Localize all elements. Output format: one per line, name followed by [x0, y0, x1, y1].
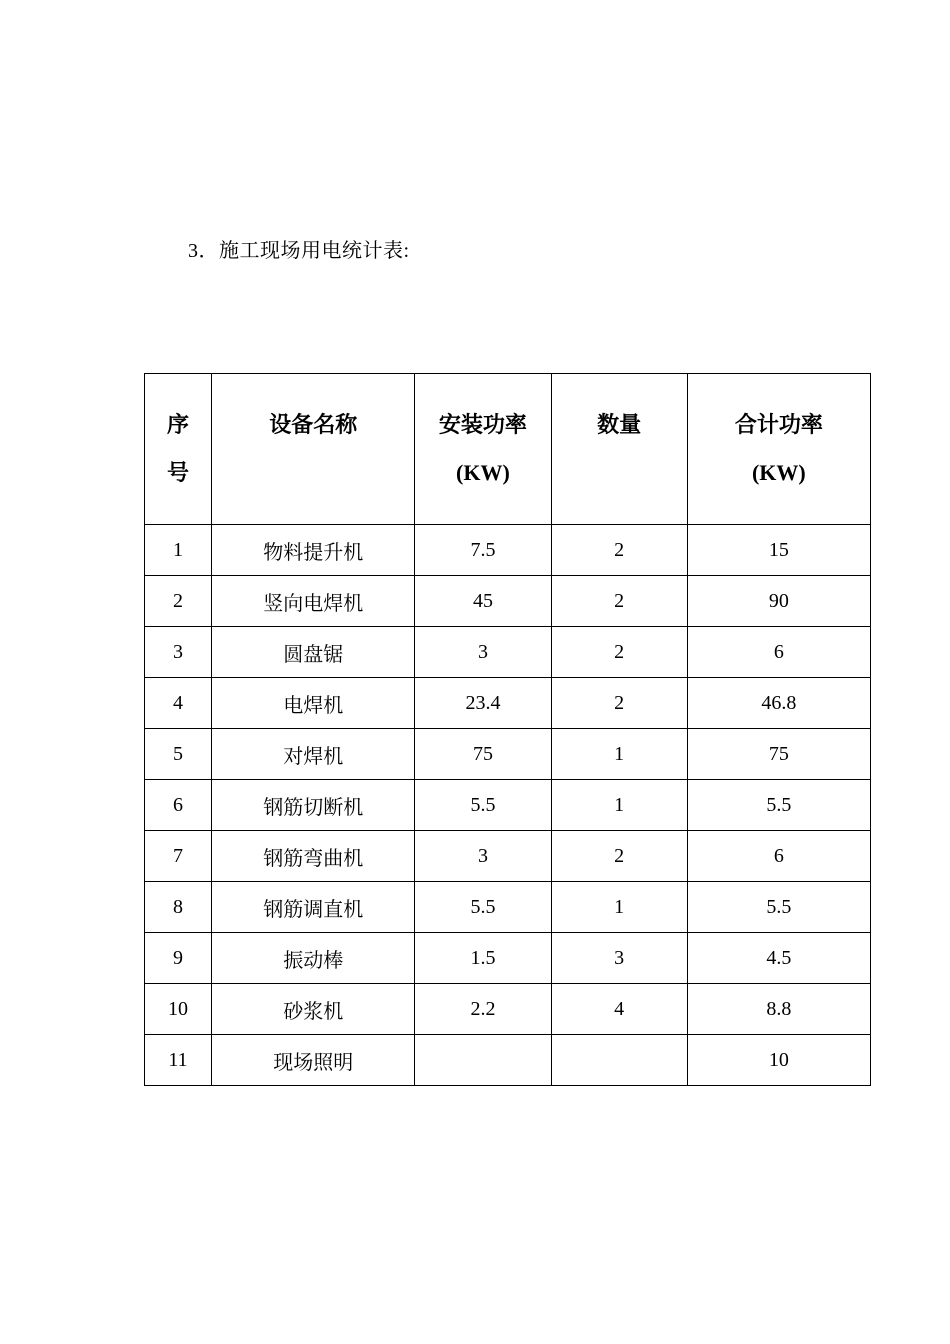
- cell-qty: 1: [551, 729, 687, 780]
- table-row: [145, 678, 871, 729]
- table-row: [145, 1035, 871, 1086]
- cell-seq: 6: [145, 780, 212, 831]
- cell-qty: [551, 1035, 687, 1086]
- header-seq-line1: 序: [167, 412, 190, 437]
- cell-name: 钢筋调直机: [212, 882, 415, 933]
- cell-total: 10: [687, 1035, 870, 1086]
- header-installed-power: [415, 374, 551, 525]
- cell-installed: 5.5: [415, 882, 551, 933]
- cell-total: 6: [687, 831, 870, 882]
- cell-installed: 3: [415, 627, 551, 678]
- table-row: [145, 882, 871, 933]
- cell-seq: 11: [145, 1035, 212, 1086]
- header-total-power: [687, 374, 870, 525]
- cell-installed: 75: [415, 729, 551, 780]
- cell-seq: 2: [145, 576, 212, 627]
- cell-qty: 2: [551, 627, 687, 678]
- cell-qty: 2: [551, 831, 687, 882]
- header-quantity: [551, 374, 687, 525]
- table-row: [145, 525, 871, 576]
- table-header-row: [145, 374, 871, 525]
- cell-name: 钢筋弯曲机: [212, 831, 415, 882]
- table-row: [145, 627, 871, 678]
- cell-qty: 1: [551, 780, 687, 831]
- cell-total: 75: [687, 729, 870, 780]
- cell-name: 圆盘锯: [212, 627, 415, 678]
- cell-installed: [415, 1035, 551, 1086]
- cell-seq: 4: [145, 678, 212, 729]
- cell-installed: 1.5: [415, 933, 551, 984]
- cell-name: 现场照明: [212, 1035, 415, 1086]
- cell-name: 电焊机: [212, 678, 415, 729]
- cell-total: 4.5: [687, 933, 870, 984]
- cell-name: 钢筋切断机: [212, 780, 415, 831]
- cell-name: 砂浆机: [212, 984, 415, 1035]
- cell-seq: 10: [145, 984, 212, 1035]
- cell-seq: 9: [145, 933, 212, 984]
- cell-seq: 3: [145, 627, 212, 678]
- power-statistics-table: [144, 373, 871, 1086]
- cell-installed: 5.5: [415, 780, 551, 831]
- header-installed-line1: 安装功率: [438, 412, 527, 437]
- header-name: [212, 374, 415, 525]
- cell-seq: 8: [145, 882, 212, 933]
- header-total-line2: (KW): [751, 460, 806, 485]
- cell-qty: 4: [551, 984, 687, 1035]
- cell-total: 90: [687, 576, 870, 627]
- cell-qty: 2: [551, 678, 687, 729]
- cell-total: 8.8: [687, 984, 870, 1035]
- cell-name: 竖向电焊机: [212, 576, 415, 627]
- header-seq: [145, 374, 212, 525]
- header-installed-line2: (KW): [456, 460, 510, 485]
- cell-total: 5.5: [687, 882, 870, 933]
- cell-total: 6: [687, 627, 870, 678]
- cell-qty: 2: [551, 525, 687, 576]
- cell-total: 46.8: [687, 678, 870, 729]
- cell-total: 5.5: [687, 780, 870, 831]
- cell-seq: 1: [145, 525, 212, 576]
- cell-qty: 2: [551, 576, 687, 627]
- table-row: [145, 933, 871, 984]
- cell-name: 物料提升机: [212, 525, 415, 576]
- cell-name: 对焊机: [212, 729, 415, 780]
- table-row: [145, 729, 871, 780]
- header-quantity-label: 数量: [597, 412, 642, 437]
- cell-installed: 7.5: [415, 525, 551, 576]
- cell-seq: 7: [145, 831, 212, 882]
- cell-installed: 3: [415, 831, 551, 882]
- cell-qty: 1: [551, 882, 687, 933]
- header-total-line1: 合计功率: [734, 412, 823, 437]
- table-row: [145, 780, 871, 831]
- table-row: [145, 576, 871, 627]
- cell-name: 振动棒: [212, 933, 415, 984]
- header-name-label: 设备名称: [269, 412, 358, 437]
- cell-installed: 45: [415, 576, 551, 627]
- cell-installed: 2.2: [415, 984, 551, 1035]
- cell-qty: 3: [551, 933, 687, 984]
- table-row: [145, 984, 871, 1035]
- cell-installed: 23.4: [415, 678, 551, 729]
- header-seq-line2: 号: [167, 460, 190, 485]
- cell-seq: 5: [145, 729, 212, 780]
- section-heading: 3．施工现场用电统计表:: [188, 240, 410, 262]
- cell-total: 15: [687, 525, 870, 576]
- table-row: [145, 831, 871, 882]
